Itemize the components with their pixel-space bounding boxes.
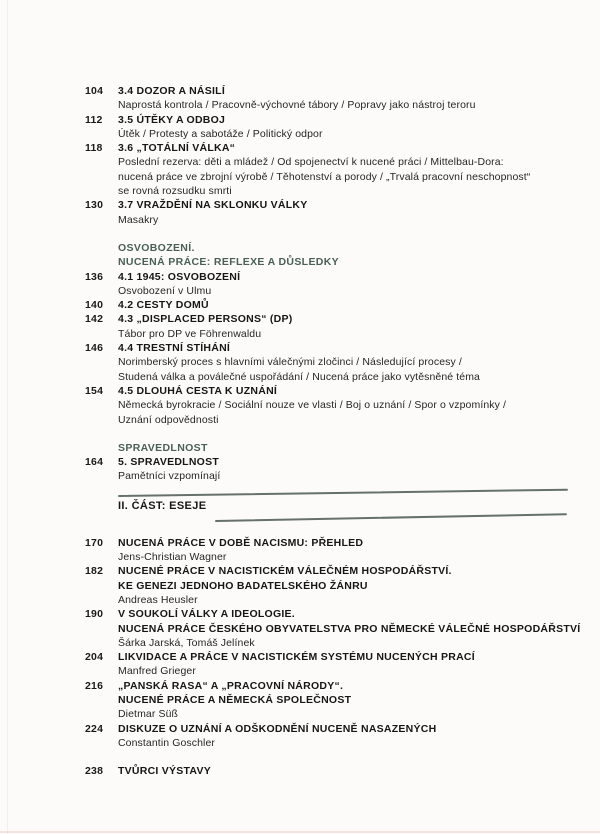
entry-page-number: 224 <box>85 722 104 735</box>
section-header-content <box>118 241 600 270</box>
entry-page-number: 216 <box>85 679 104 692</box>
toc-entry <box>0 607 600 650</box>
entry-page-number: 190 <box>85 608 104 621</box>
entry-page-number: 146 <box>85 342 104 355</box>
group-spacer <box>0 427 600 441</box>
entry-subtitle-line: nucená práce ve zbrojní výrobě / Těhotenství a porody / „Trvalá pracovní neschopnost“ <box>118 170 531 183</box>
entry-subtitle-line: Jens-Christian Wagner <box>118 551 227 564</box>
entry-title-line: 4.2 CESTY DOMŮ <box>118 299 209 312</box>
entry-content <box>118 141 600 198</box>
toc-entry <box>0 679 600 722</box>
toc-entry <box>0 312 600 341</box>
entry-page-number: 104 <box>85 85 104 97</box>
entry-content <box>118 679 600 722</box>
entry-subtitle-line: Uznání odpovědnosti <box>118 413 219 426</box>
entry-page-number: 170 <box>85 536 104 549</box>
section-header-content <box>118 441 600 455</box>
section-header <box>0 241 600 270</box>
entry-title-line: 3.4 DOZOR A NÁSILÍ <box>118 85 225 97</box>
toc-entry <box>0 650 600 679</box>
entry-content <box>118 650 600 679</box>
entry-page-number: 118 <box>85 142 103 155</box>
entry-page-number: 238 <box>85 765 104 778</box>
entry-subtitle-line: Naprostá kontrola / Pracovně-výchovné tábory / Popravy jako nástroj teroru <box>118 99 476 112</box>
entry-subtitle-line: se rovná rozsudku smrti <box>118 185 232 198</box>
section-header-line: OSVOBOZENÍ. <box>118 241 195 254</box>
scan-edge-bottom <box>0 831 600 833</box>
entry-title-line: NUCENÁ PRÁCE ČESKÉHO OBYVATELSTVA PRO NĚMECKÉ VÁLEČNÉ HOSPODÁŘSTVÍ <box>118 622 581 635</box>
part-divider-line-bottom <box>215 513 567 521</box>
part-divider <box>0 490 600 522</box>
toc-entry <box>0 536 600 565</box>
entry-page-number: 142 <box>85 313 104 326</box>
toc-entry <box>0 298 600 312</box>
toc-list <box>0 84 600 778</box>
entry-content <box>118 198 600 227</box>
entry-subtitle-line: Constantin Goschler <box>118 736 216 749</box>
entry-subtitle-line: Osvobození v Ulmu <box>118 284 212 297</box>
entry-title-line: LIKVIDACE A PRÁCE V NACISTICKÉM SYSTÉMU NUCENÝCH PRACÍ <box>118 651 475 664</box>
toc-entry <box>0 198 600 227</box>
entry-page-number: 140 <box>85 299 104 312</box>
entry-title-line: NUCENÁ PRÁCE V DOBĚ NACISMU: PŘEHLED <box>118 536 364 549</box>
part-divider-line-top <box>118 488 568 496</box>
section-header <box>0 441 600 455</box>
toc-entry <box>0 84 600 113</box>
toc-entry <box>0 384 600 427</box>
entry-page-number: 130 <box>85 199 104 212</box>
toc-entry <box>0 113 600 142</box>
entry-title-line: 3.7 VRAŽDĚNÍ NA SKLONKU VÁLKY <box>118 199 308 212</box>
entry-title-line: 5. SPRAVEDLNOST <box>118 456 219 469</box>
toc-entry <box>0 722 600 751</box>
toc-entry <box>0 764 600 778</box>
entry-title-line: „PANSKÁ RASA“ A „PRACOVNÍ NÁRODY“. <box>118 679 344 692</box>
entry-page-number: 136 <box>85 270 104 283</box>
entry-subtitle-line: Manfred Grieger <box>118 665 196 678</box>
entry-title-line: 4.3 „DISPLACED PERSONS“ (DP) <box>118 313 293 326</box>
entry-page-number: 112 <box>85 113 103 126</box>
group-spacer <box>0 227 600 241</box>
scan-edge-left <box>7 0 8 834</box>
entry-subtitle-line: Šárka Jarská, Tomáš Jelínek <box>118 636 255 649</box>
entry-content <box>118 764 600 778</box>
entry-page-number: 154 <box>85 384 104 397</box>
entry-subtitle-line: Andreas Heusler <box>118 593 198 606</box>
entry-subtitle-line: Dietmar Süß <box>118 708 179 721</box>
entry-subtitle-line: Pamětníci vzpomínají <box>118 470 221 483</box>
entry-content <box>118 722 600 751</box>
entry-title-line: 4.5 DLOUHÁ CESTA K UZNÁNÍ <box>118 384 278 397</box>
entry-content <box>118 384 600 427</box>
entry-subtitle-line: Studená válka a poválečné uspořádání / Nucená práce jako vytěsněné téma <box>118 370 480 383</box>
toc-entry <box>0 141 600 198</box>
entry-content <box>118 270 600 299</box>
entry-subtitle-line: Tábor pro DP ve Föhrenwaldu <box>118 327 262 340</box>
entry-title-line: NUCENÉ PRÁCE V NACISTICKÉM VÁLEČNÉM HOSPODÁŘSTVÍ. <box>118 565 452 578</box>
entry-subtitle-line: Masakry <box>118 213 159 226</box>
section-header-line: NUCENÁ PRÁCE: REFLEXE A DŮSLEDKY <box>118 256 340 269</box>
entry-title-line: NUCENÉ PRÁCE A NĚMECKÁ SPOLEČNOST <box>118 693 352 706</box>
toc-entry <box>0 341 600 384</box>
entry-page-number: 164 <box>85 456 104 469</box>
part-title: II. ČÁST: ESEJE <box>118 499 207 512</box>
entry-title-line: 3.6 „TOTÁLNÍ VÁLKA“ <box>118 142 236 155</box>
entry-content <box>118 84 600 113</box>
entry-content <box>118 536 600 565</box>
entry-title-line: TVŮRCI VÝSTAVY <box>118 765 211 778</box>
entry-page-number: 182 <box>85 565 104 578</box>
entry-title-line: 4.4 TRESTNÍ STÍHÁNÍ <box>118 342 231 355</box>
entry-title-line: KE GENEZI JEDNOHO BADATELSKÉHO ŽÁNRU <box>118 579 368 592</box>
entry-content <box>118 607 600 650</box>
entry-subtitle-line: Útěk / Protesty a sabotáže / Politický odpor <box>118 127 323 140</box>
entry-title-line: V SOUKOLÍ VÁLKY A IDEOLOGIE. <box>118 608 295 621</box>
toc-entry <box>0 564 600 607</box>
entry-title-line: 4.1 1945: OSVOBOZENÍ <box>118 270 241 283</box>
entry-content <box>118 298 600 312</box>
entry-content <box>118 341 600 384</box>
entry-content <box>118 455 600 484</box>
toc-entry <box>0 455 600 484</box>
entry-content <box>118 312 600 341</box>
group-spacer <box>0 750 600 764</box>
entry-subtitle-line: Německá byrokracie / Sociální nouze ve vlasti / Boj o uznání / Spor o vzpomínky / <box>118 399 507 412</box>
entry-title-line: 3.5 ÚTĚKY A ODBOJ <box>118 113 226 126</box>
entry-content <box>118 113 600 142</box>
section-header-line: SPRAVEDLNOST <box>118 441 208 454</box>
entry-subtitle-line: Norimberský proces s hlavními válečnými zločinci / Následující procesy / <box>118 356 462 369</box>
entry-title-line: DISKUZE O UZNÁNÍ A ODŠKODNĚNÍ NUCENĚ NASAZENÝCH <box>118 722 437 735</box>
entry-content <box>118 564 600 607</box>
toc-entry <box>0 270 600 299</box>
entry-page-number: 204 <box>85 651 104 664</box>
entry-subtitle-line: Poslední rezerva: děti a mládež / Od spojenectví k nucené práci / Mittelbau-Dora: <box>118 156 504 169</box>
